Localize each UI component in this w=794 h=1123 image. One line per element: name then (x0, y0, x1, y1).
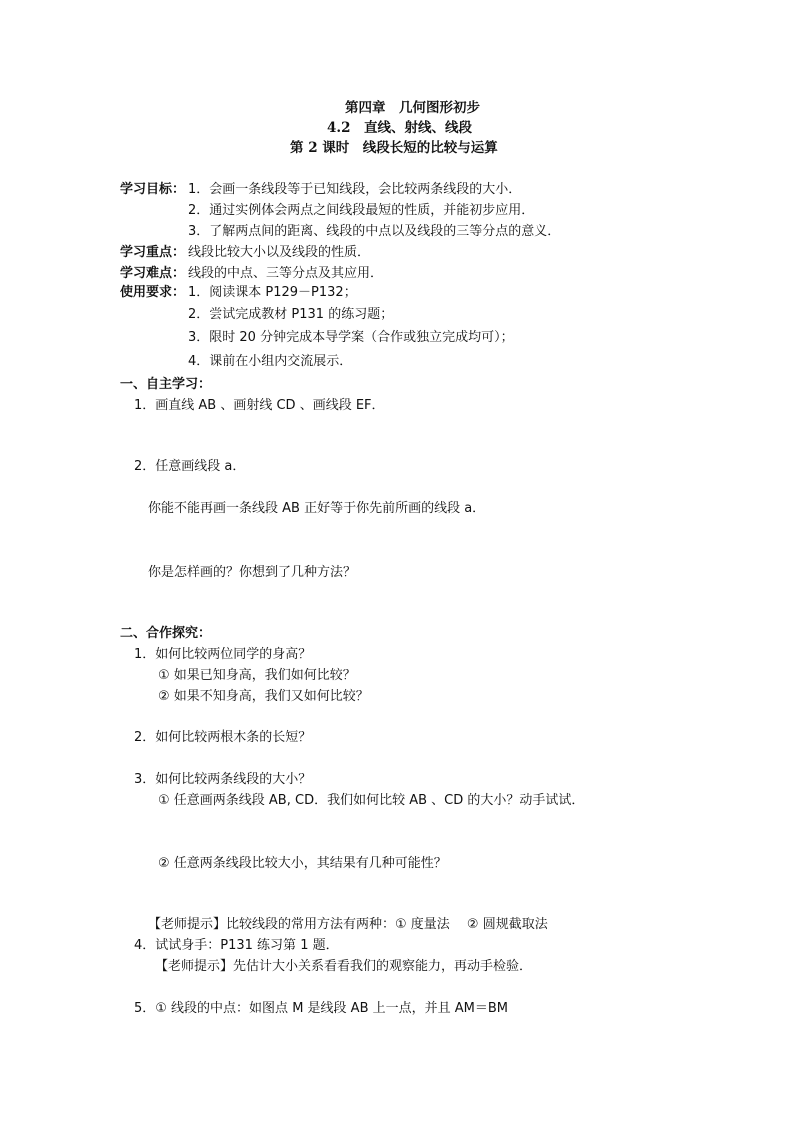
part1-q2-sub2: 你是怎样画的？你想到了几种方法？ (148, 565, 357, 580)
part2-q1-b: ② 如果不知身高，我们又如何比较？ (158, 689, 369, 704)
part2-q1: 1．如何比较两位同学的身高？ (134, 647, 312, 662)
section-title: 4.2 直线、射线、线段 (327, 120, 472, 136)
part2-q1-a: ① 如果已知身高，我们如何比较？ (158, 668, 356, 683)
part2-q4: 4．试试身手：P131 练习第 1 题． (134, 938, 339, 953)
usage-3: 3．限时 20 分钟完成本导学案（合作或独立完成均可）； (188, 330, 514, 345)
key-label: 学习重点： (120, 245, 186, 260)
goal-2: 2．通过实例体会两点之间线段最短的性质，并能初步应用． (188, 203, 535, 218)
part1-q2-sub1: 你能不能再画一条线段 AB 正好等于你先前所画的线段 a． (148, 501, 486, 516)
key-text: 线段比较大小以及线段的性质． (188, 245, 371, 260)
lesson-title: 第 2 课时 线段长短的比较与运算 (290, 140, 498, 156)
teacher-tip-2: 【老师提示】先估计大小关系看看我们的观察能力，再动手检验． (155, 959, 533, 974)
goal-3: 3．了解两点间的距离、线段的中点以及线段的三等分点的意义． (188, 224, 561, 239)
part2-heading: 二、合作探究： (120, 626, 212, 641)
teacher-tip-1: 【老师提示】比较线段的常用方法有两种：① 度量法 ② 圆规截取法 (148, 917, 548, 932)
goal-1: 1．会画一条线段等于已知线段，会比较两条线段的大小． (188, 182, 522, 197)
usage-1: 1．阅读课本 P129－P132； (188, 285, 357, 300)
difficulty-label: 学习难点： (120, 266, 186, 281)
usage-4: 4．课前在小组内交流展示． (188, 354, 353, 369)
part2-q3: 3．如何比较两条线段的大小？ (134, 772, 312, 787)
usage-label: 使用要求： (120, 285, 186, 300)
part2-q2: 2．如何比较两根木条的长短？ (134, 730, 312, 745)
part1-q1: 1．画直线 AB 、画射线 CD 、画线段 EF． (134, 398, 385, 413)
usage-2: 2．尝试完成教材 P131 的练习题； (188, 307, 394, 322)
goals-label: 学习目标： (120, 182, 186, 197)
part2-q3-a: ① 任意画两条线段 AB, CD．我们如何比较 AB 、CD 的大小？动手试试． (158, 793, 585, 808)
difficulty-text: 线段的中点、三等分点及其应用． (188, 266, 384, 281)
chapter-title: 第四章 几何图形初步 (345, 100, 480, 116)
part2-q5: 5．① 线段的中点：如图点 M 是线段 AB 上一点，并且 AM＝BM (134, 1001, 508, 1016)
part1-q2: 2．任意画线段 a． (134, 459, 246, 474)
part2-q3-b: ② 任意两条线段比较大小，其结果有几种可能性？ (158, 856, 447, 871)
part1-heading: 一、自主学习： (120, 377, 212, 392)
